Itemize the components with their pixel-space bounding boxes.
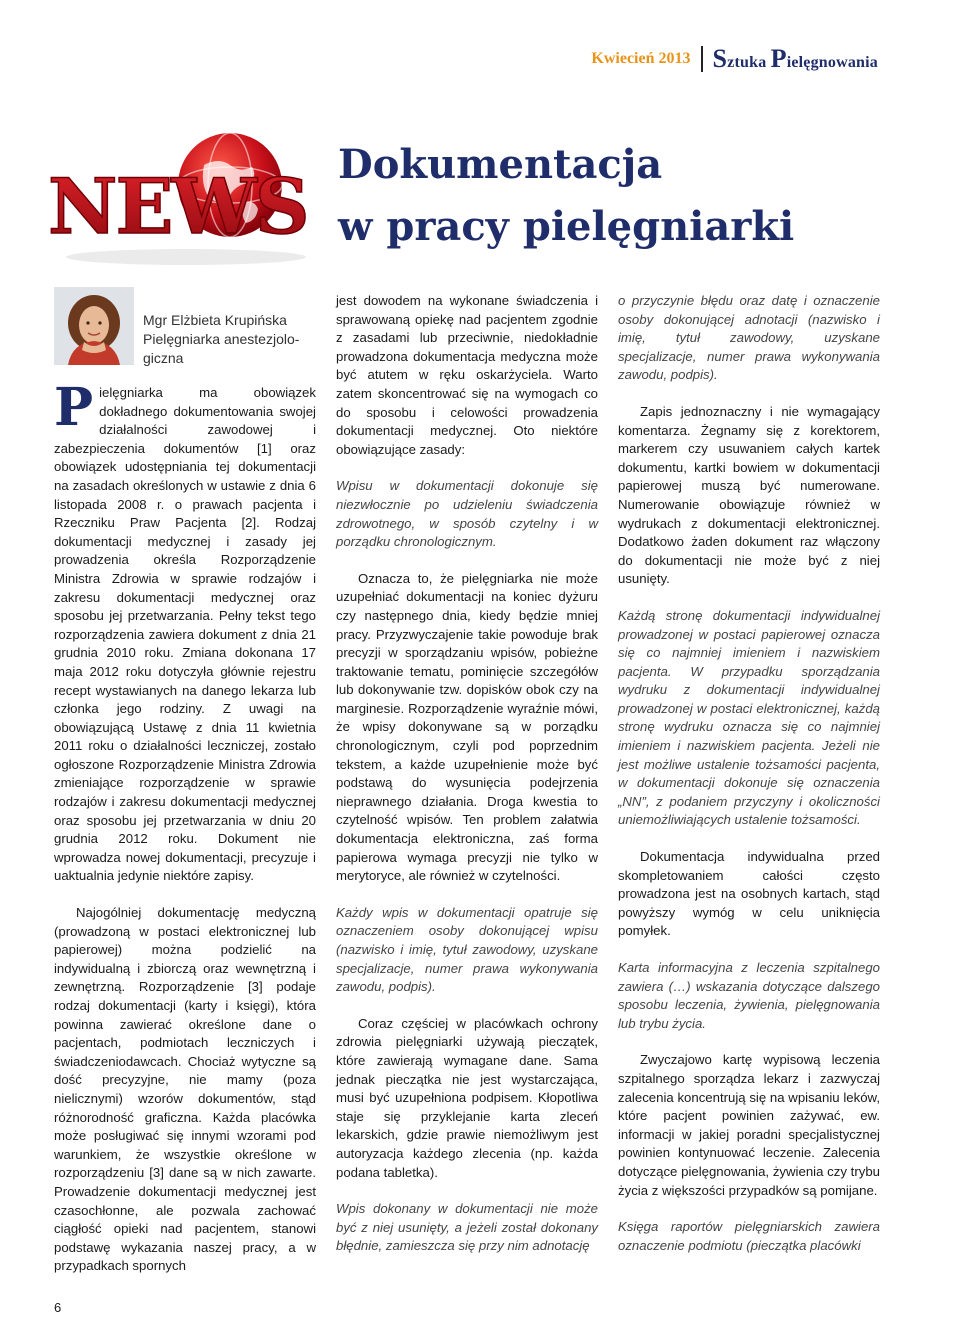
author-name: Mgr Elżbieta Krupińska — [143, 312, 287, 328]
column-2 — [336, 292, 598, 1256]
regulation-quote: Każdą stronę dokumentacji indywidualnej prowadzonej w postaci papierowej oznacza się co najmniej imieniem i nazwiskiem pacjenta. W przypadku sporządzania wydruku z dokumentacji indywidualnej prowadzonej w postaci elektronicznej, każdą stronę wydruku oznacza się co najmniej imieniem i nazwiskiem pacjenta. Jeżeli nie jest możliwe ustalenie tożsamości pacjenta, w dokumentacji dokonuje się oznaczenia „NN”, z podaniem przyczyny i okoliczności uniemożliwiających ustalenie tożsamości. — [618, 607, 880, 828]
paragraph: Dokumentacja indywidualna przed skompletowaniem całości często prowadzona jest na osobnych kartach, stąd powyższy wymóg w celu uniknięcia pomyłek. — [618, 849, 880, 939]
magazine-name: Sztuka Pielęgnowania — [712, 44, 878, 73]
paragraph: Coraz częściej w placówkach ochrony zdrowia pielęgniarki używają pieczątek, które zawierają wymagane dane. Sama jednak pieczątka nie jest wystarczająca, musi być uzupełniona podpisem. Kłopotliwa staje się przyklejanie karta zleceń lekarskich, gdzie prawie niemożliwym jest autoryzacja każdego zlecenia (np. każda podana tabletka). — [336, 1015, 598, 1180]
regulation-quote: Wpis dokonany w dokumentacji nie może być z niej usunięty, a jeżeli został dokonany błędnie, zamieszcza się przy nim adnotację — [336, 1201, 598, 1254]
regulation-quote: Wpisu w dokumentacji dokonuje się niezwłocznie po udzieleniu świadczenia zdrowotnego, w sposób czytelny i w porządku chronologicznym. — [336, 478, 598, 550]
title-line-1: Dokumentacja — [338, 141, 663, 188]
author-info — [143, 311, 318, 368]
drop-cap: P — [54, 377, 94, 438]
header-divider — [701, 46, 703, 72]
author-photo — [54, 287, 134, 365]
svg-text:NEWS: NEWS — [48, 162, 308, 251]
paragraph: Oznacza to, że pielęgniarka nie może uzupełniać dokumentacji na koniec dyżuru czy następnego dnia, kiedy będzie mniej pracy. Przyzwyczajenie takie powoduje brak precyzji w sporządzaniu wpisów, pobieżne traktowanie tematu, pominięcie szczegółów lub dokonywanie tzw. dopisków obok czy na marginesie. Rozporządzenie wyraźnie mówi, że wpisy dokonywane są w porządku chronologicznym, czyli pod poprzednim tekstem, a każde uzupełnienie może być podstawą do wysunięcia podejrzenia nieprawnego działania. Droga kwestia to czytelność wpisów. Ten problem załatwia dokumentacja elektroniczna, zaś forma papierowa wymaga precyzji nie tylko w merytoryce, ale również w czytelności. — [336, 570, 598, 884]
news-globe-logo — [44, 125, 329, 275]
paragraph: Zwyczajowo kartę wypisową leczenia szpitalnego sporządza lekarz i zazwyczaj zalecenia koncentrują się na wpisaniu leków, które pacjent powinien zażywać, ew. informacji w jakiej poradni specjalistycznej powinien kontynuować leczenie. Zalecenia dotyczące pielęgnowania, żywienia czy trybu życia z większości przypadków są pomijane. — [618, 1052, 880, 1198]
regulation-quote: Karta informacyjna z leczenia szpitalnego zawiera (…) wskazania dotyczące dalszego sposobu leczenia, żywienia, pielęgnowania lub trybu życia. — [618, 960, 880, 1031]
regulation-quote: o przyczynie błędu oraz datę i oznaczenie osoby dokonującej adnotacji (nazwisko i imię, tytuł zawodowy, uzyskane specjalizacje, numer prawa wykonywania zawodu, podpis). — [618, 293, 880, 383]
regulation-quote: Księga raportów pielęgniarskich zawiera oznaczenie podmiotu (pieczątka placówki — [618, 1219, 880, 1253]
issue-date: Kwiecień 2013 — [591, 50, 691, 67]
paragraph: Najogólniej dokumentację medyczną (prowadzoną w postaci elektronicznej lub papierowej) można podzielić na indywidualną i zbiorczą oraz wewnętrzną i zewnętrzną. Rozporządzenie [3] podaje rodzaj dokumentacji (karty i księgi), która powinna zawierać określone dane o pacjentach, podmiotach leczniczych i świadczeniodawcach. Chociaż wytyczne są dość precyzyjne, nie mamy (poza nielicznymi) wzorów dokumentów, stąd różnorodność graficzna. Każda placówka może posługiwać się innymi wzorami pod warunkiem, że wszystkie określone w rozporządzeniu [3] dane są w nich zawarte. Prowadzenie dokumentacji medycznej jest czasochłonne, ale pozwala zachować ciągłość opieki nad pacjentem, stanowi podstawę wykazania naszej pracy, a w przypadkach spornych — [54, 905, 316, 1274]
page-number: 6 — [54, 1300, 62, 1315]
column-3 — [618, 292, 880, 1255]
intro-paragraph: Pielęgniarka ma obowiązek dokładnego dokumentowania swojej działalności zawodowej i zabezpieczenia dokumentów [1] oraz obowiązek udostępniania tej dokumentacji na zasadach określonych w ustawie z dnia 6 listopada 2008 r. o prawach pacjenta i Rzeczniku Praw Pacjenta [2]. Rodzaj dokumentacji medycznej i zasady jej prowadzenia określa Rozporządzenie Ministra Zdrowia w sprawie rodzajów i zakresu dokumentacji medycznej oraz sposobu jej przetwarzania. Pełny tekst tego rozporządzenia zawiera dokument z dnia 21 grudnia 2010 roku. Zmiana dokonana 17 maja 2012 roku dotyczyła głównie rejestru recept wystawianych na danego lekarza lub członka jego rodziny. Z uwagi na obowiązującą Ustawę z dnia 11 kwietnia 2011 roku o działalności leczniczej, zostało ogłoszone Rozporządzenie Ministra Zdrowia zmieniające rozporządzenie w sprawie rodzajów i zakresu dokumentacji medycznej oraz sposobu jej przetwarzania w dniu 20 grudnia 2012 roku. Dokument nie wprowadza nowej dokumentacji, precyzuje i uaktualnia jedynie niektóre zapisy. — [54, 377, 316, 884]
paragraph: Zapis jednoznaczny i nie wymagający komentarza. Żegnamy się z korektorem, markerem czy usuwaniem całych kartek dokumentu, kartki bowiem w dokumentacji papierowej muszą być numerowane. Numerowanie obowiązuje również w wydrukach z dokumentacji elektronicznej. Dodatkowo żaden dokument raz włączony do dokumentacji nie może być z niej usunięty. — [618, 403, 880, 587]
paragraph: jest dowodem na wykonane świadczenia i sprawowaną opiekę nad pacjentem zgodnie z zasadami lub przeciwnie, niedokładnie prowadzona dokumentacja medyczna może być atutem w ręku oskarżyciela. Warto zatem skoncentrować się na wymogach co do sposobu i celowości prowadzenia dokumentacji medycznej. Oto niektóre obowiązujące zasady: — [336, 293, 598, 457]
regulation-quote: Każdy wpis w dokumentacji opatruje się oznaczeniem osoby dokonującej wpisu (nazwisko i imię, tytuł zawodowy, uzyskane specjalizacje, numer prawa wykonywania zawodu, podpis). — [336, 904, 598, 995]
title-line-2: w pracy pielęgniarki — [338, 203, 795, 250]
column-1 — [54, 377, 316, 1276]
author-role: Pielęgniarka anestezjolo-giczna — [143, 331, 300, 366]
page-header — [591, 44, 878, 74]
article-title — [338, 134, 918, 258]
